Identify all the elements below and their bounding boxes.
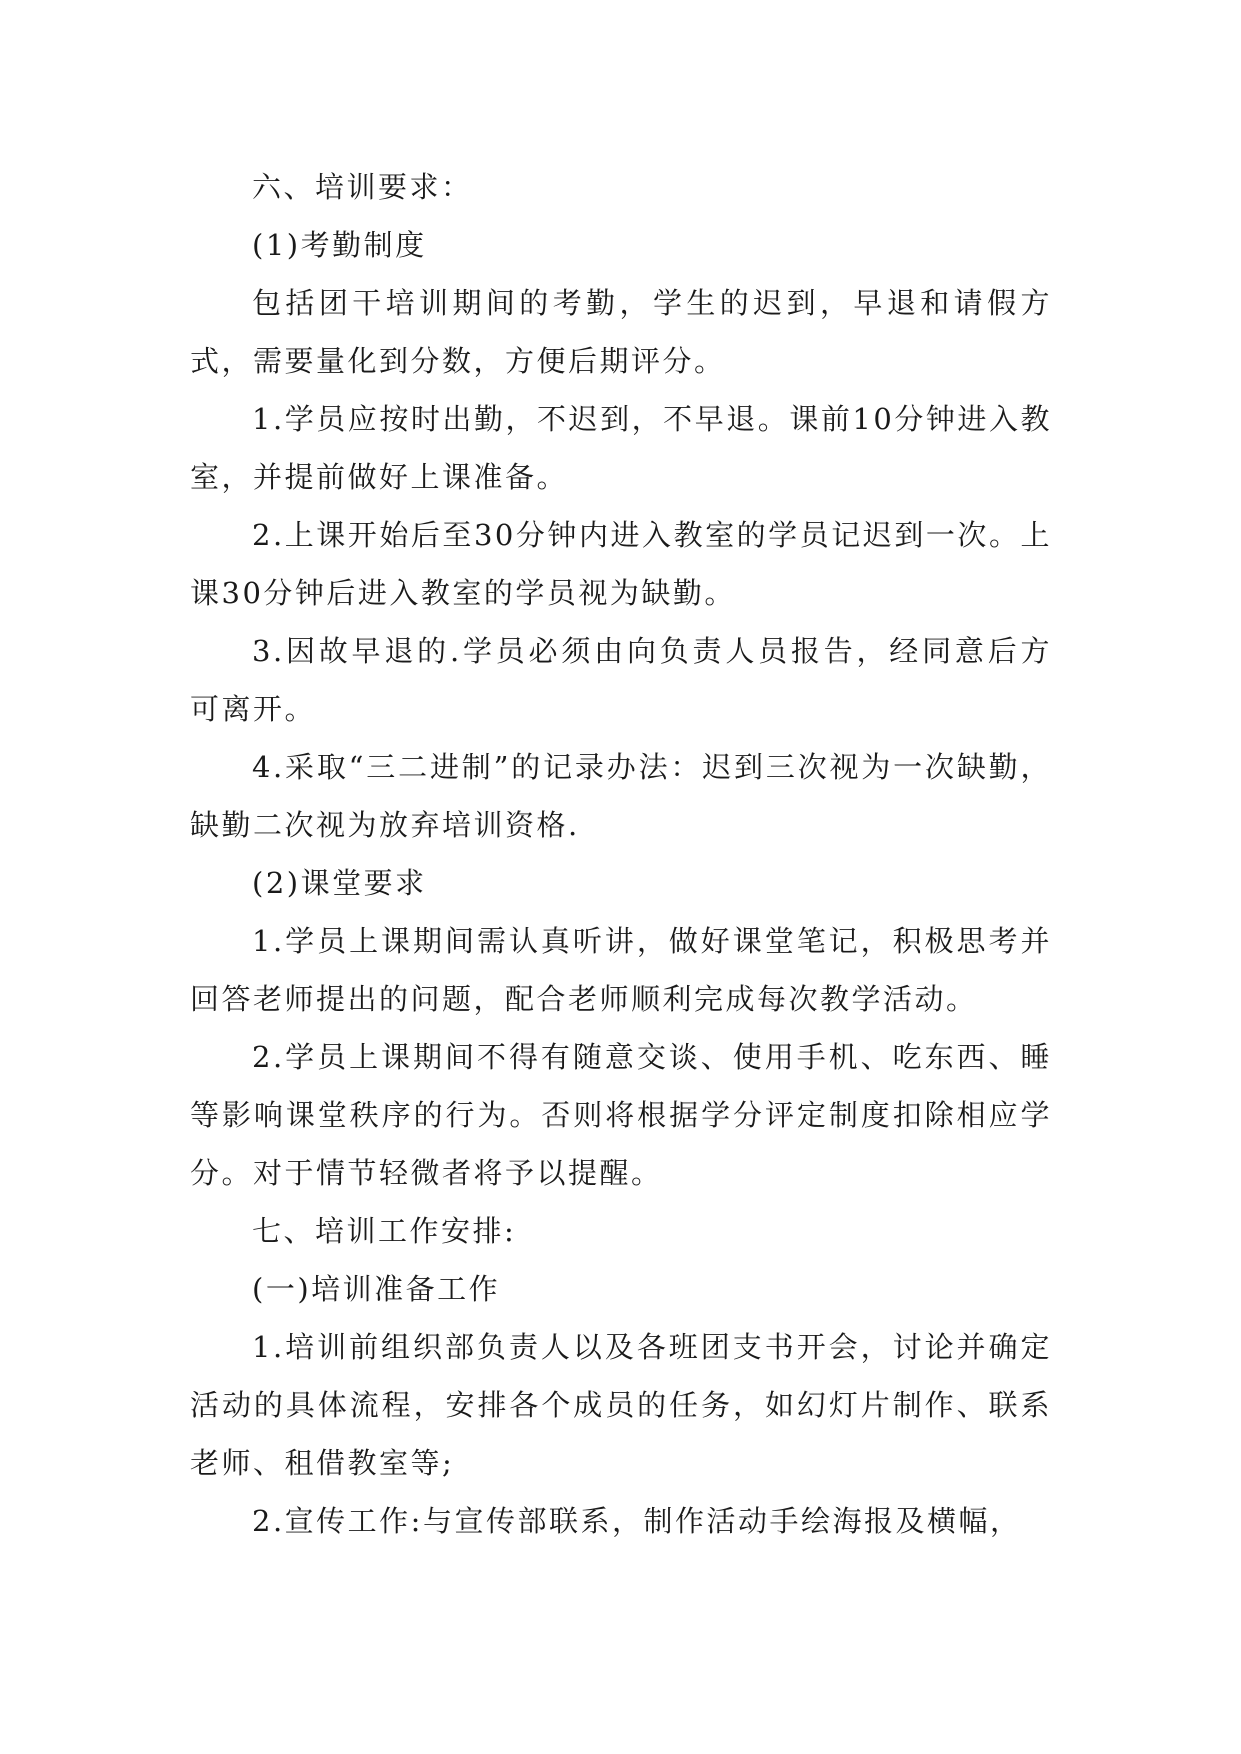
subheading-classroom-requirements: (2)课堂要求 — [252, 866, 427, 900]
heading-training-requirements: 六、培训要求： — [252, 170, 473, 204]
paragraph-preparation-1: 1.培训前组织部负责人以及各班团支书开会，讨论并确定活动的具体流程，安排各个成员的任务，如幻灯片制作、联系老师、租借教室等; — [190, 1330, 1052, 1480]
paragraph-attendance-rule-1: 1.学员应按时出勤，不迟到，不早退。课前10分钟进入教室，并提前做好上课准备。 — [190, 402, 1052, 494]
paragraph-preparation-2: 2.宣传工作:与宣传部联系，制作活动手绘海报及横幅， — [252, 1504, 1022, 1538]
subheading-preparation-work: (一)培训准备工作 — [252, 1272, 501, 1306]
paragraph-classroom-rule-1: 1.学员上课期间需认真听讲，做好课堂笔记，积极思考并回答老师提出的问题，配合老师顺利完成每次教学活动。 — [190, 924, 1052, 1016]
heading-training-arrangements: 七、培训工作安排: — [252, 1214, 517, 1248]
paragraph-classroom-rule-2: 2.学员上课期间不得有随意交谈、使用手机、吃东西、睡等影响课堂秩序的行为。否则将根据学分评定制度扣除相应学分。对于情节轻微者将予以提醒。 — [190, 1040, 1052, 1190]
paragraph-attendance-intro: 包括团干培训期间的考勤，学生的迟到，早退和请假方式，需要量化到分数，方便后期评分。 — [190, 286, 1052, 378]
document-body — [190, 158, 1052, 1550]
subheading-attendance-system: (1)考勤制度 — [252, 228, 427, 262]
paragraph-attendance-rule-4: 4.采取“三二进制”的记录办法：迟到三次视为一次缺勤，缺勤二次视为放弃培训资格. — [190, 750, 1052, 842]
paragraph-attendance-rule-2: 2.上课开始后至30分钟内进入教室的学员记迟到一次。上课30分钟后进入教室的学员视为缺勤。 — [190, 518, 1052, 610]
paragraph-attendance-rule-3: 3.因故早退的.学员必须由向负责人员报告，经同意后方可离开。 — [190, 634, 1052, 726]
